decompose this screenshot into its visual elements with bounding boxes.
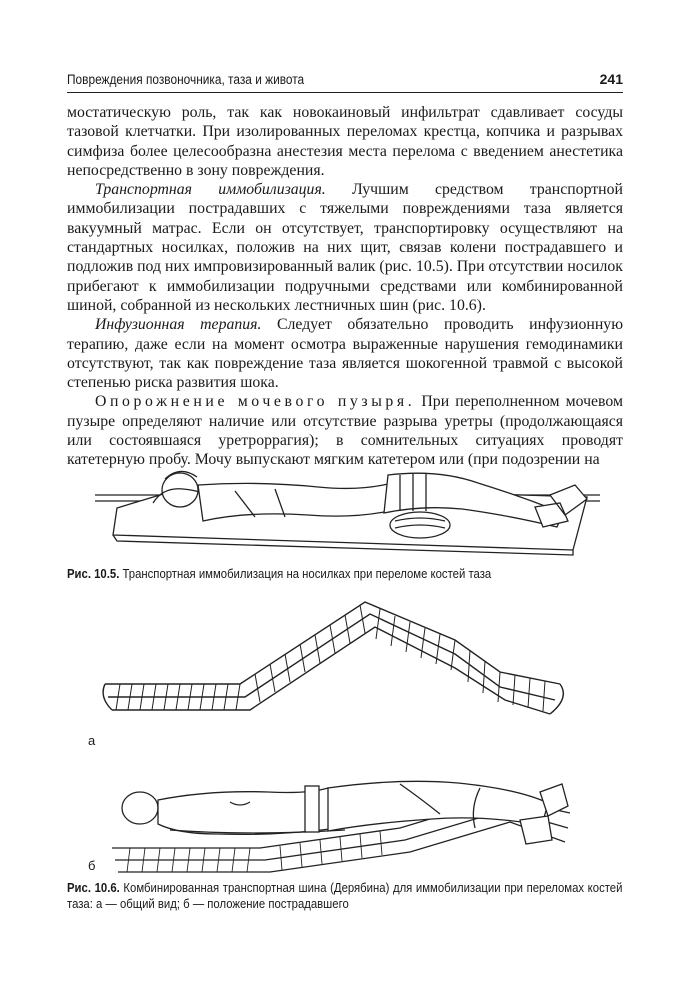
body-text [67, 103, 623, 470]
paragraph-3-lead: Инфузионная терапия. [95, 316, 262, 334]
page-number: 241 [599, 71, 623, 87]
figure-10-6-caption-label: Рис. 10.6. [67, 881, 120, 895]
running-header [67, 70, 623, 93]
paragraph-4-text: При переполненном мочевом пузыре определяют наличие или отсутствие разрыва уретры (продолжающаяся или состоявшаяся уретроррагия); в сомнительных ситуациях проводят катетерную пробу. Мочу выпускают мягким катетером или (при подозрении на [67, 393, 623, 469]
figure-10-5-caption-label: Рис. 10.5. [67, 567, 120, 581]
figure-10-6-label-a: а [88, 733, 96, 748]
paragraph-1 [67, 103, 623, 180]
paragraph-transport-immobilization [67, 180, 623, 315]
chapter-title: Повреждения позвоночника, таза и живота [67, 72, 305, 87]
figure-10-5-caption [67, 566, 623, 582]
paragraph-2-lead: Транспортная иммобилизация. [95, 181, 326, 199]
figure-10-6b-patient-illustration [100, 758, 610, 878]
figure-10-5-caption-text: Транспортная иммобилизация на носилках при переломе костей таза [119, 567, 492, 581]
figure-10-6-label-b: б [88, 858, 96, 873]
paragraph-infusion-therapy [67, 315, 623, 392]
figure-10-6a-splint-illustration [100, 592, 610, 742]
figure-10-6-caption [67, 880, 623, 912]
paragraph-3-text: Следует обязательно проводить инфузионную терапию, даже если на момент осмотра выраженные нарушения гемодинамики отсутствуют, так как повреждение таза является шокогенной травмой с высокой степенью риска развития шока. [67, 316, 623, 392]
paragraph-2-text: Лучшим средством транспортной иммобилизации пострадавших с тяжелыми повреждениями таза является вакуумный матрас. Если он отсутствует, транспортировку осуществляют на стандартных носилках, положив на них щит, связав колени пострадавшего и подложив под них импровизированный валик (рис. 10.5). При отсутствии носилок прибегают к иммобилизации подручными средствами или комбинированной шиной, собранной из нескольких лестничных шин (рис. 10.6). [67, 181, 623, 314]
figure-10-5-stretcher-illustration [95, 455, 605, 560]
paragraph-1-text: мостатическую роль, так как новокаиновый инфильтрат сдавливает сосуды тазовой клетчатки. При изолированных переломах крестца, копчика и разрывах симфиза более целесообразна анестезия места перелома с введением анестетика непосредственно в зону повреждения. [67, 104, 623, 179]
paragraph-4-lead: Опорожнение мочевого пузыря. [95, 393, 416, 411]
figure-10-6-caption-text: Комбинированная транспортная шина (Дерябина) для иммобилизации при переломах костей таза: а — общий вид; б — положение пострадавшего [67, 881, 623, 911]
